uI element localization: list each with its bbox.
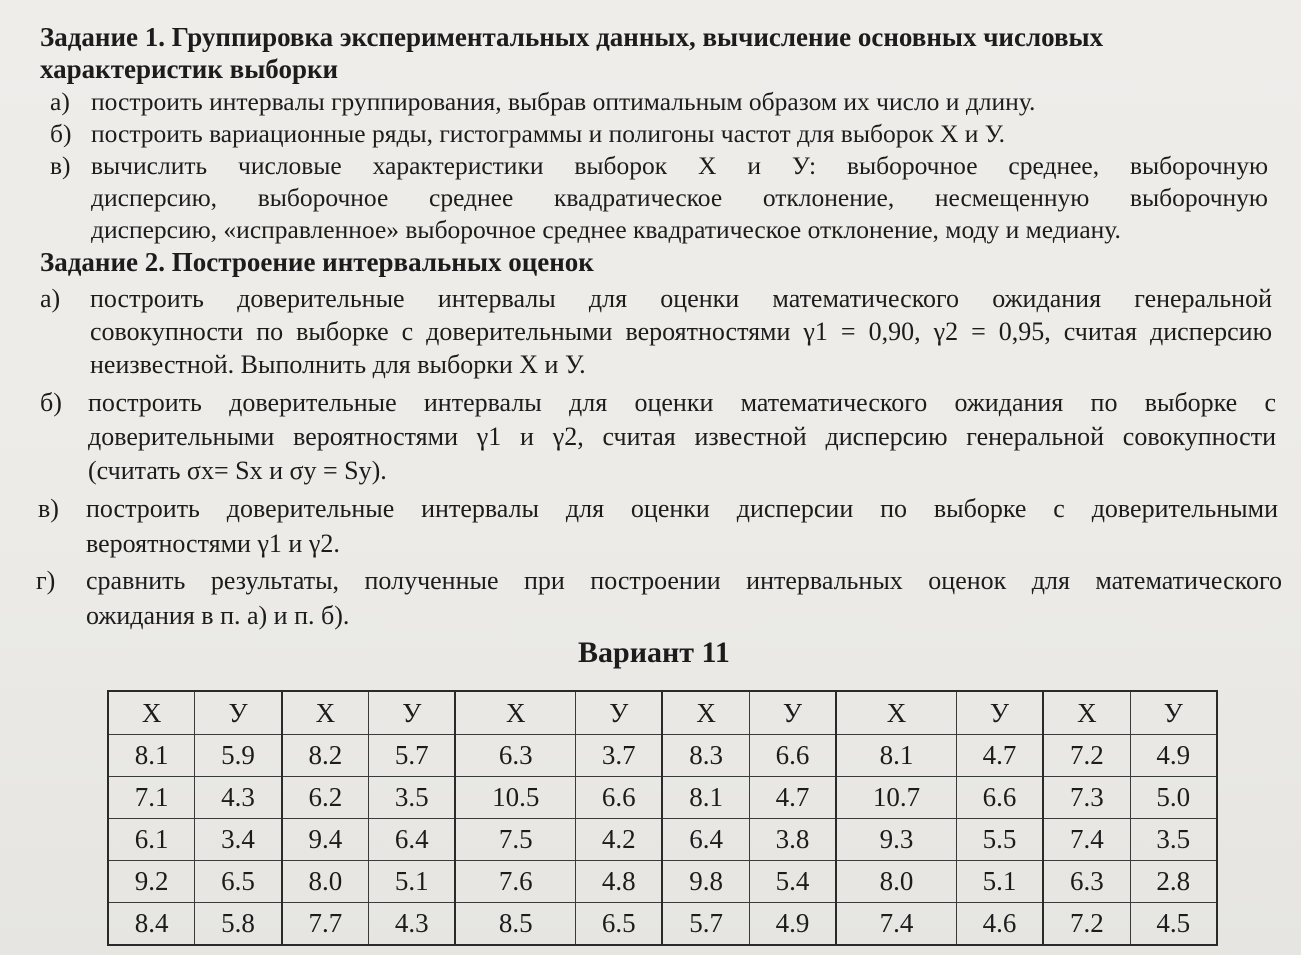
table-cell: 7.6 bbox=[455, 861, 575, 903]
table-row bbox=[108, 735, 1217, 777]
table-cell: 8.1 bbox=[108, 735, 195, 777]
table-cell: 6.2 bbox=[282, 777, 369, 819]
task2-item-a bbox=[40, 282, 1272, 381]
table-cell: 5.7 bbox=[662, 903, 749, 946]
table-cell: 8.0 bbox=[836, 861, 956, 903]
table-cell: 7.2 bbox=[1043, 903, 1130, 946]
item-text: построить интервалы группирования, выбрав оптимальным образом их число и длину. bbox=[91, 87, 1036, 116]
item-marker: б) bbox=[50, 119, 72, 148]
column-header: У bbox=[1130, 691, 1217, 735]
table-cell: 7.4 bbox=[1043, 819, 1130, 861]
item-text-line: совокупности по выборке с доверительными вероятностями γ1 = 0,90, γ2 = 0,95, считая дисперсию bbox=[90, 317, 1272, 346]
table-cell: 8.1 bbox=[662, 777, 749, 819]
table-cell: 4.5 bbox=[1130, 903, 1217, 946]
table-cell: 7.3 bbox=[1043, 777, 1130, 819]
table-cell: 9.8 bbox=[662, 861, 749, 903]
column-header: X bbox=[1043, 691, 1130, 735]
column-header: X bbox=[455, 691, 575, 735]
column-header: У bbox=[576, 691, 663, 735]
item-marker: а) bbox=[50, 87, 70, 116]
table-cell: 4.3 bbox=[195, 777, 282, 819]
table-cell: 4.3 bbox=[369, 903, 456, 946]
table-cell: 5.5 bbox=[956, 819, 1043, 861]
table-cell: 6.3 bbox=[1043, 861, 1130, 903]
item-marker: г) bbox=[36, 566, 56, 595]
item-text-line: дисперсию, «исправленное» выборочное среднее квадратическое отклонение, моду и медиану. bbox=[91, 215, 1121, 244]
item-text-line: доверительными вероятностями γ1 и γ2, считая известной дисперсию генеральной совокупности bbox=[88, 422, 1276, 451]
table-row bbox=[108, 861, 1217, 903]
table-cell: 3.4 bbox=[195, 819, 282, 861]
table-cell: 8.4 bbox=[108, 903, 195, 946]
item-text-line: сравнить результаты, полученные при построении интервальных оценок для математического bbox=[86, 566, 1282, 595]
table-row bbox=[108, 819, 1217, 861]
item-marker: в) bbox=[50, 151, 71, 180]
table-cell: 4.2 bbox=[576, 819, 663, 861]
table-cell: 6.4 bbox=[369, 819, 456, 861]
item-marker: в) bbox=[38, 494, 59, 523]
table-cell: 6.5 bbox=[576, 903, 663, 946]
item-marker: б) bbox=[40, 388, 62, 417]
table-cell: 8.3 bbox=[662, 735, 749, 777]
table-cell: 6.3 bbox=[455, 735, 575, 777]
table-cell: 9.4 bbox=[282, 819, 369, 861]
column-header: X bbox=[836, 691, 956, 735]
table-cell: 10.7 bbox=[836, 777, 956, 819]
column-header: У bbox=[195, 691, 282, 735]
table-cell: 4.9 bbox=[749, 903, 836, 946]
table-cell: 4.9 bbox=[1130, 735, 1217, 777]
table-cell: 4.6 bbox=[956, 903, 1043, 946]
task1-item-v bbox=[50, 150, 1268, 246]
table-cell: 7.2 bbox=[1043, 735, 1130, 777]
item-text: построить вариационные ряды, гистограммы и полигоны частот для выборок X и У. bbox=[91, 119, 1006, 148]
table-cell: 8.0 bbox=[282, 861, 369, 903]
table-cell: 7.5 bbox=[455, 819, 575, 861]
table-row bbox=[108, 777, 1217, 819]
task1-title-line2: характеристик выборки bbox=[40, 54, 339, 84]
column-header: X bbox=[662, 691, 749, 735]
table-cell: 5.8 bbox=[195, 903, 282, 946]
table-cell: 5.9 bbox=[195, 735, 282, 777]
item-text-line: неизвестной. Выполнить для выборки X и У. bbox=[90, 350, 586, 379]
task2-item-v bbox=[38, 491, 1278, 561]
task2-title: Задание 2. Построение интервальных оценок bbox=[40, 247, 594, 277]
table-cell: 4.7 bbox=[749, 777, 836, 819]
table-cell: 8.2 bbox=[282, 735, 369, 777]
column-header: У bbox=[749, 691, 836, 735]
item-marker: а) bbox=[40, 284, 61, 313]
table-cell: 4.7 bbox=[956, 735, 1043, 777]
task1-title-line1: Задание 1. Группировка экспериментальных данных, вычисление основных числовых bbox=[40, 22, 1104, 52]
table-cell: 8.5 bbox=[455, 903, 575, 946]
table-cell: 5.1 bbox=[369, 861, 456, 903]
table-cell: 6.6 bbox=[749, 735, 836, 777]
table-cell: 3.5 bbox=[1130, 819, 1217, 861]
task2-item-g bbox=[36, 563, 1282, 633]
item-text-line: ожидания в п. а) и п. б). bbox=[86, 601, 350, 630]
data-table bbox=[107, 690, 1218, 946]
table-cell: 7.1 bbox=[108, 777, 195, 819]
item-text-line: построить доверительные интервалы для оценки математического ожидания генеральной bbox=[90, 284, 1272, 313]
table-cell: 7.7 bbox=[282, 903, 369, 946]
item-text-line: (считать σx= Sx и σy = Sy). bbox=[88, 456, 387, 485]
table-cell: 3.8 bbox=[749, 819, 836, 861]
table-cell: 6.5 bbox=[195, 861, 282, 903]
item-text-line: вычислить числовые характеристики выборок X и У: выборочное среднее, выборочную bbox=[91, 151, 1268, 180]
table-cell: 3.7 bbox=[576, 735, 663, 777]
item-text-line: вероятностями γ1 и γ2. bbox=[86, 529, 340, 558]
item-text-line: построить доверительные интервалы для оценки дисперсии по выборке с доверительными bbox=[86, 494, 1278, 523]
column-header: X bbox=[108, 691, 195, 735]
table-cell: 6.4 bbox=[662, 819, 749, 861]
table-cell: 6.1 bbox=[108, 819, 195, 861]
item-text-line: построить доверительные интервалы для оценки математического ожидания по выборке с bbox=[88, 388, 1276, 417]
column-header: X bbox=[282, 691, 369, 735]
table-row bbox=[108, 903, 1217, 946]
task1-item-a bbox=[50, 86, 1268, 118]
table-cell: 5.1 bbox=[956, 861, 1043, 903]
item-text-line: дисперсию, выборочное среднее квадратическое отклонение, несмещенную выборочную bbox=[91, 183, 1268, 212]
table-cell: 8.1 bbox=[836, 735, 956, 777]
table-cell: 6.6 bbox=[956, 777, 1043, 819]
task2-item-b bbox=[40, 386, 1276, 488]
table-cell: 9.2 bbox=[108, 861, 195, 903]
table-cell: 6.6 bbox=[576, 777, 663, 819]
column-header: У bbox=[369, 691, 456, 735]
table-cell: 2.8 bbox=[1130, 861, 1217, 903]
table-cell: 9.3 bbox=[836, 819, 956, 861]
table-header-row bbox=[108, 691, 1217, 735]
table-cell: 5.7 bbox=[369, 735, 456, 777]
table-cell: 10.5 bbox=[455, 777, 575, 819]
table-cell: 7.4 bbox=[836, 903, 956, 946]
variant-heading: Вариант 11 bbox=[578, 636, 730, 669]
task1-item-b bbox=[50, 118, 1268, 150]
column-header: У bbox=[956, 691, 1043, 735]
table-cell: 5.4 bbox=[749, 861, 836, 903]
table-cell: 5.0 bbox=[1130, 777, 1217, 819]
table-cell: 3.5 bbox=[369, 777, 456, 819]
table-cell: 4.8 bbox=[576, 861, 663, 903]
